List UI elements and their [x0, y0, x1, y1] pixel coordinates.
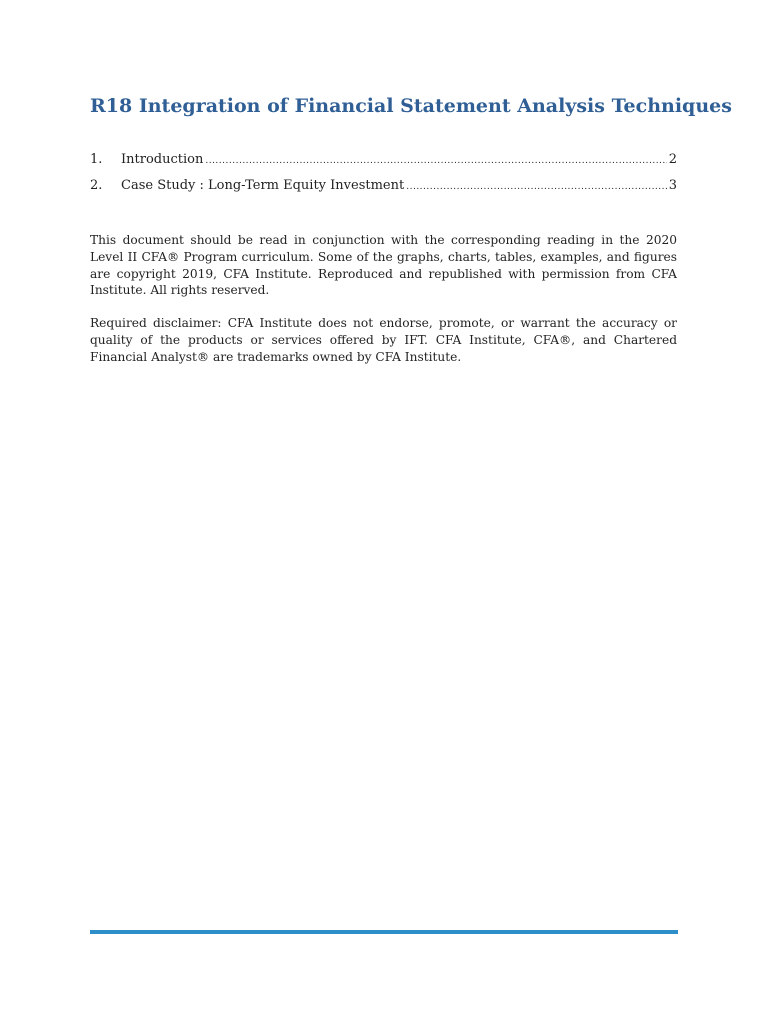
- toc-entry-introduction[interactable]: [90, 151, 677, 177]
- toc-entry-number: 1.: [90, 152, 103, 167]
- table-of-contents: [90, 151, 677, 203]
- toc-entry-label: Introduction: [121, 152, 204, 167]
- copyright-notice: This document should be read in conjunction with the corresponding reading in the 2020 Level II CFA® Program curriculum. Some of the graphs, charts, tables, examples, and figures are copyright 2019, CFA Institute. Reproduced and republished with permission from CFA Institute. All rights reserved.: [90, 233, 677, 298]
- toc-entry-case-study[interactable]: [90, 177, 677, 203]
- document-title: R18 Integration of Financial Statement Analysis Techniques: [90, 95, 732, 117]
- toc-dot-leader: [406, 178, 666, 196]
- footer-divider: [90, 930, 678, 934]
- toc-dot-leader: [205, 152, 666, 170]
- toc-entry-label: Case Study : Long-Term Equity Investment: [121, 178, 405, 193]
- toc-entry-number: 2.: [90, 178, 103, 193]
- toc-entry-page: 2: [668, 152, 677, 167]
- disclaimer-notice: Required disclaimer: CFA Institute does not endorse, promote, or warrant the accuracy or quality of the products or services offered by IFT. CFA Institute, CFA®, and Chartered Financial Analyst® are trademarks owned by CFA Institute.: [90, 316, 677, 364]
- toc-entry-page: 3: [668, 178, 677, 193]
